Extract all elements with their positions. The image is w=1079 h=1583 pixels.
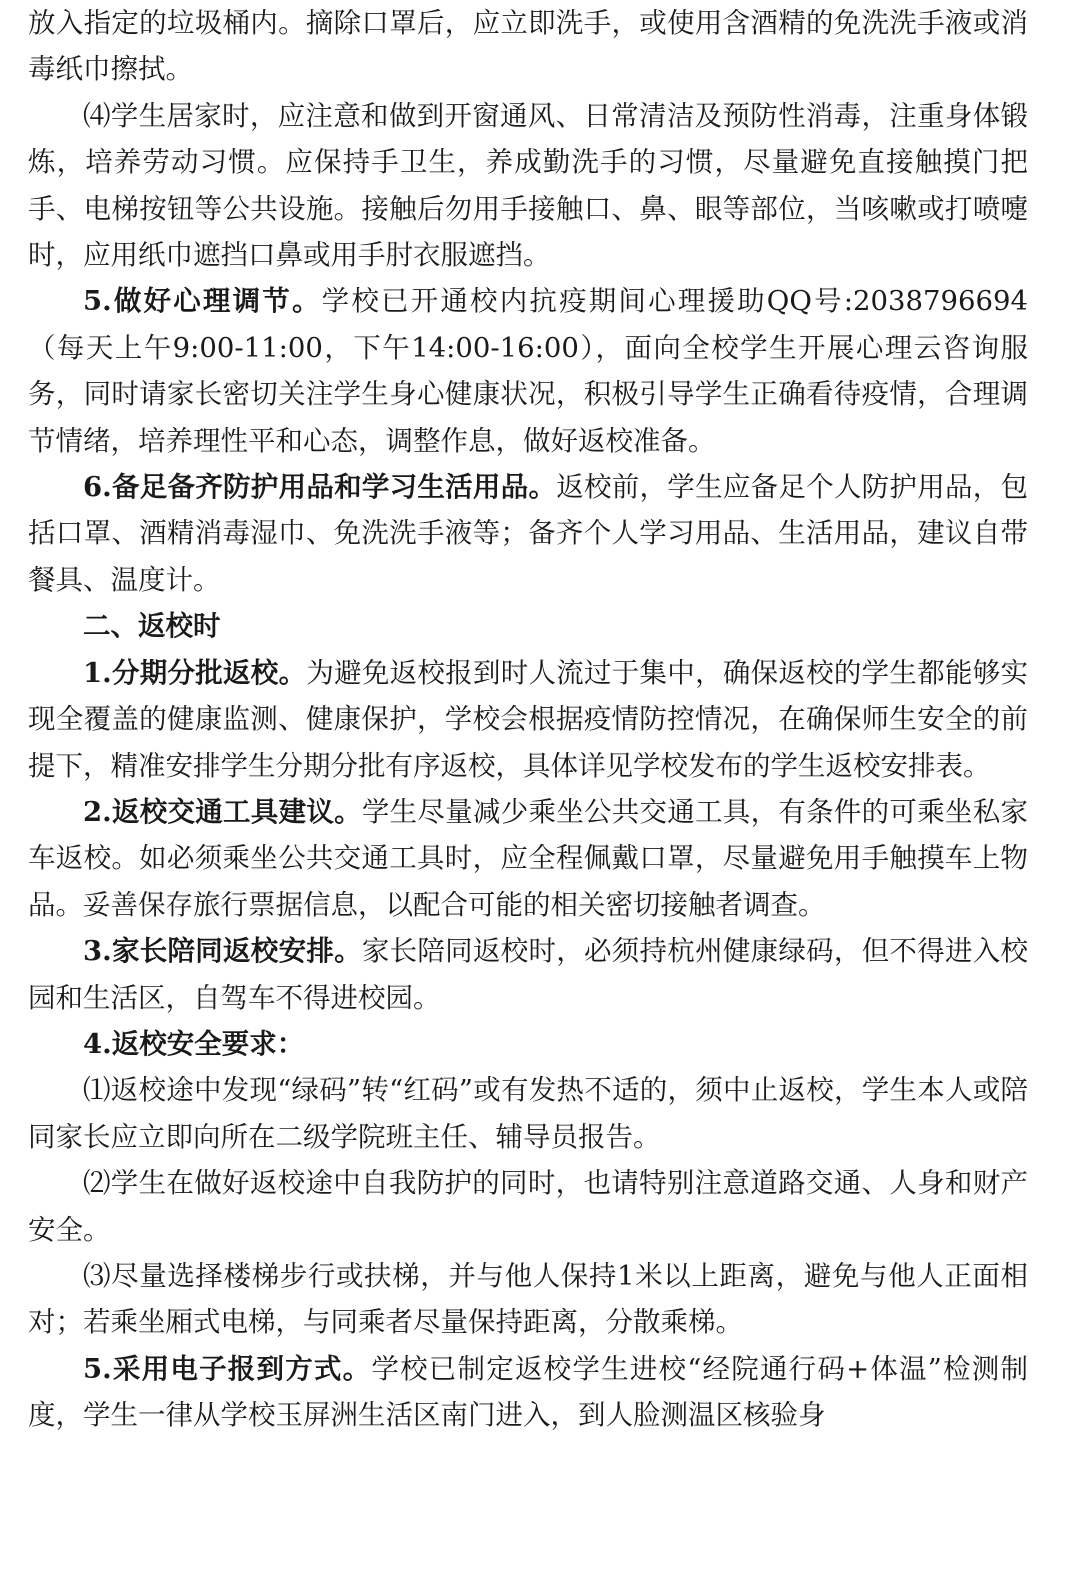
paragraph-text: ⑴返校途中发现“绿码”转“红码”或有发热不适的，须中止返校，学生本人或陪同家长应立即向所在二级学院班主任、辅导员报告。 — [28, 1074, 1028, 1153]
paragraph-text: 学校已制定返校学生进校“经院通行码+体温”检测制度，学生一律从学校玉屏洲生活区南门进入，到人脸测温区核验身 — [28, 1352, 1028, 1432]
paragraph-text: 家长陪同返校时，必须持杭州健康绿码，但不得进入校园和生活区，自驾车不得进校园。 — [28, 935, 1028, 1014]
paragraph-text: ⑷学生居家时，应注意和做到开窗通风、日常清洁及预防性消毒，注重身体锻炼，培养劳动习惯。应保持手卫生，养成勤洗手的习惯，尽量避免直接触摸门把手、电梯按钮等公共设施。接触后勿用手接触口、鼻、眼等部位，当咳嗽或打喷嚏时，应用纸巾遮挡口鼻或用手肘衣服遮挡。 — [28, 99, 1028, 272]
paragraph-1 — [28, 0, 1028, 93]
paragraph-heading: 5.采用电子报到方式。 — [83, 1352, 372, 1385]
paragraph-11 — [28, 1160, 1028, 1253]
paragraph-heading: 5.做好心理调节。 — [83, 285, 322, 318]
paragraph-13 — [28, 1346, 1028, 1439]
paragraph-text: 学生尽量减少乘坐公共交通工具，有条件的可乘坐私家车返校。如必须乘坐公共交通工具时，应全程佩戴口罩，尽量避免用手触摸车上物品。妥善保存旅行票据信息，以配合可能的相关密切接触者调查。 — [28, 795, 1028, 921]
paragraph-text: 放入指定的垃圾桶内。摘除口罩后，应立即洗手，或使用含酒精的免洗洗手液或消毒纸巾擦拭。 — [28, 7, 1028, 86]
paragraph-4 — [28, 464, 1028, 603]
paragraph-9 — [28, 1021, 1028, 1067]
paragraph-text: 返校前，学生应备足个人防护用品，包括口罩、酒精消毒湿巾、免洗洗手液等；备齐个人学习用品、生活用品，建议自带餐具、温度计。 — [28, 471, 1028, 596]
paragraph-3 — [28, 278, 1028, 464]
paragraph-8 — [28, 928, 1028, 1021]
paragraph-text: 学校已开通校内抗疫期间心理援助QQ号:2038796694（每天上午9:00-11:00，下午14:00-16:00），面向全校学生开展心理云咨询服务，同时请家长密切关注学生身心健康状况，积极引导学生正确看待疫情，合理调节情绪，培养理性平和心态，调整作息，做好返校准备。 — [28, 285, 1028, 457]
paragraph-text: ⑵学生在做好返校途中自我防护的同时，也请特别注意道路交通、人身和财产安全。 — [28, 1167, 1028, 1246]
document-page — [28, 0, 1028, 1439]
paragraph-2 — [28, 93, 1028, 279]
paragraph-heading: 1.分期分批返校。 — [83, 656, 307, 689]
paragraph-10 — [28, 1067, 1028, 1160]
paragraph-heading: 6.备足备齐防护用品和学习生活用品。 — [83, 471, 557, 504]
paragraph-7 — [28, 789, 1028, 928]
paragraph-6 — [28, 650, 1028, 789]
paragraph-text: ⑶尽量选择楼梯步行或扶梯，并与他人保持1米以上距离，避免与他人正面相对；若乘坐厢式电梯，与同乘者尽量保持距离，分散乘梯。 — [28, 1259, 1028, 1339]
paragraph-heading: 4.返校安全要求： — [83, 1027, 305, 1060]
paragraph-12 — [28, 1253, 1028, 1346]
paragraph-heading: 3.家长陪同返校安排。 — [83, 935, 362, 968]
paragraph-heading: 2.返校交通工具建议。 — [83, 795, 362, 828]
section-heading — [28, 603, 1028, 649]
paragraph-text: 为避免返校报到时人流过于集中，确保返校的学生都能够实现全覆盖的健康监测、健康保护，学校会根据疫情防控情况，在确保师生安全的前提下，精准安排学生分期分批有序返校，具体详见学校发布的学生返校安排表。 — [28, 656, 1028, 782]
paragraph-heading: 二、返校时 — [83, 610, 221, 643]
